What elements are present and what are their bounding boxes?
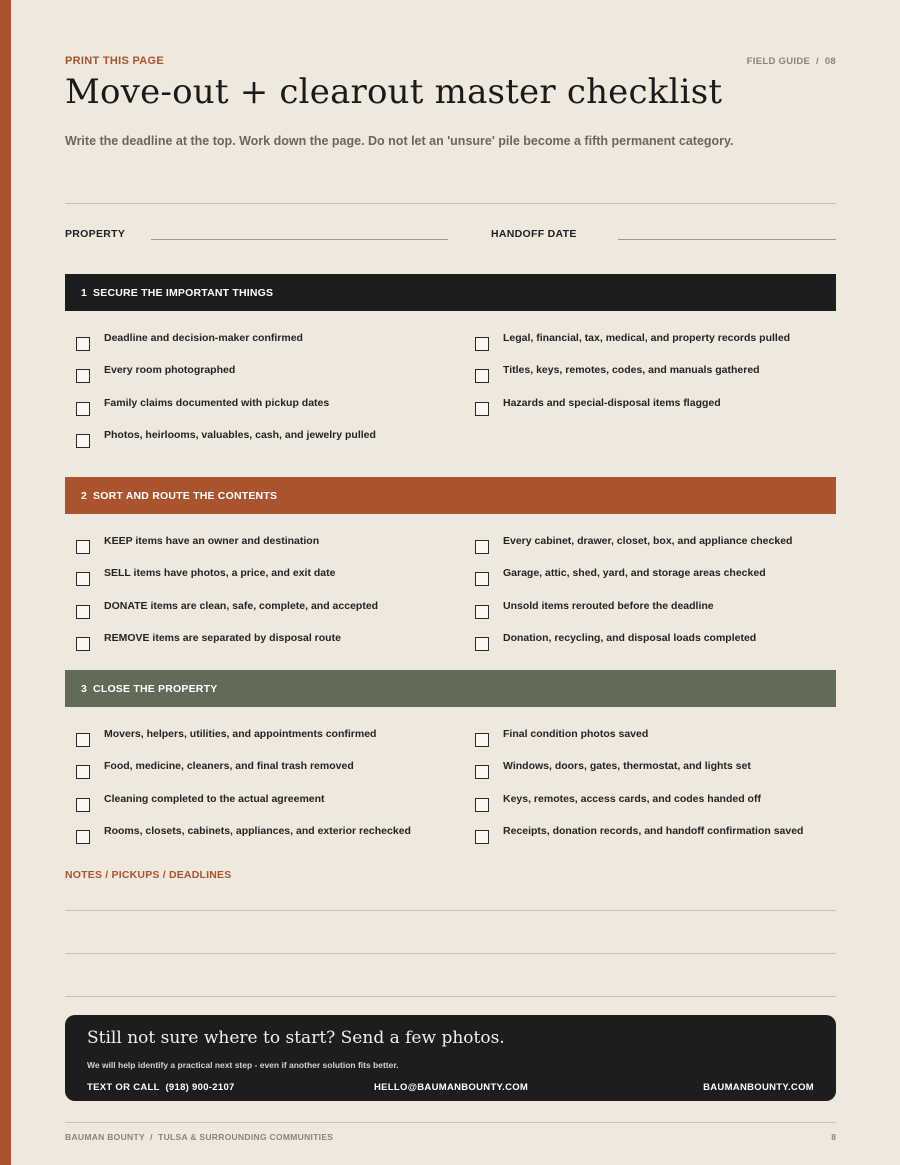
checklist-item-label: DONATE items are clean, safe, complete, and accepted bbox=[104, 600, 379, 612]
section-title: SECURE THE IMPORTANT THINGS bbox=[93, 286, 274, 299]
checkbox[interactable] bbox=[475, 337, 489, 351]
field-guide-meta: FIELD GUIDE / 08 bbox=[746, 56, 836, 67]
checklist-item-label: Rooms, closets, cabinets, appliances, and exterior rechecked bbox=[104, 825, 411, 837]
cta-banner bbox=[65, 1015, 836, 1101]
checklist-item-label: Food, medicine, cleaners, and final trash removed bbox=[104, 760, 354, 772]
checklist-item-label: Garage, attic, shed, yard, and storage areas checked bbox=[503, 567, 766, 579]
checkbox[interactable] bbox=[475, 402, 489, 416]
property-field[interactable] bbox=[151, 239, 448, 240]
checkbox[interactable] bbox=[76, 402, 90, 416]
page-subtitle: Write the deadline at the top. Work down the page. Do not let an 'unsure' pile become a fifth permanent category. bbox=[65, 134, 734, 148]
checklist-items bbox=[65, 311, 836, 441]
checkbox[interactable] bbox=[76, 605, 90, 619]
checklist-item-label: Every room photographed bbox=[104, 364, 236, 376]
checklist-item-label: Every cabinet, drawer, closet, box, and appliance checked bbox=[503, 535, 793, 547]
notes-label: NOTES / PICKUPS / DEADLINES bbox=[65, 869, 232, 881]
checkbox[interactable] bbox=[475, 765, 489, 779]
page-number: 8 bbox=[831, 1132, 836, 1142]
checkbox[interactable] bbox=[475, 369, 489, 383]
checklist-item[interactable] bbox=[65, 825, 445, 845]
checklist-item[interactable] bbox=[464, 825, 844, 845]
checklist-item[interactable] bbox=[65, 728, 445, 748]
checkbox[interactable] bbox=[76, 434, 90, 448]
checklist-item[interactable] bbox=[464, 728, 844, 748]
checklist-item-label: Keys, remotes, access cards, and codes handed off bbox=[503, 793, 761, 805]
checklist-item-label: Hazards and special-disposal items flagged bbox=[503, 397, 721, 409]
checklist-item[interactable] bbox=[65, 567, 445, 587]
section-header bbox=[65, 274, 836, 311]
notes-line[interactable] bbox=[65, 953, 836, 954]
footer-brand: BAUMAN BOUNTY / TULSA & SURROUNDING COMMUNITIES bbox=[65, 1132, 334, 1142]
checkbox[interactable] bbox=[76, 798, 90, 812]
checkbox[interactable] bbox=[475, 830, 489, 844]
checklist-item-label: Titles, keys, remotes, codes, and manuals gathered bbox=[503, 364, 760, 376]
checkbox[interactable] bbox=[76, 733, 90, 747]
checklist-item-label: Movers, helpers, utilities, and appointments confirmed bbox=[104, 728, 377, 740]
checklist-item[interactable] bbox=[464, 600, 844, 620]
handoff-date-label: HANDOFF DATE bbox=[491, 228, 577, 240]
print-kicker: PRINT THIS PAGE bbox=[65, 55, 165, 67]
checkbox[interactable] bbox=[475, 572, 489, 586]
checklist-item[interactable] bbox=[65, 632, 445, 652]
checkbox[interactable] bbox=[76, 337, 90, 351]
cta-email[interactable]: HELLO@BAUMANBOUNTY.COM bbox=[374, 1082, 529, 1093]
cta-phone[interactable]: TEXT OR CALL (918) 900-2107 bbox=[87, 1082, 235, 1093]
checklist-item[interactable] bbox=[65, 364, 445, 384]
notes-line[interactable] bbox=[65, 910, 836, 911]
checklist-page bbox=[65, 0, 836, 1165]
checklist-item-label: REMOVE items are separated by disposal route bbox=[104, 632, 341, 644]
checklist-item[interactable] bbox=[65, 793, 445, 813]
section-header bbox=[65, 670, 836, 707]
checklist-item[interactable] bbox=[464, 760, 844, 780]
checklist-item[interactable] bbox=[464, 535, 844, 555]
checklist-item-label: Legal, financial, tax, medical, and property records pulled bbox=[503, 332, 791, 344]
checklist-item-label: Receipts, donation records, and handoff confirmation saved bbox=[503, 825, 804, 837]
checklist-item-label: Unsold items rerouted before the deadline bbox=[503, 600, 714, 612]
footer-divider bbox=[65, 1122, 836, 1123]
checklist-item-label: Windows, doors, gates, thermostat, and lights set bbox=[503, 760, 751, 772]
checkbox[interactable] bbox=[475, 798, 489, 812]
checkbox[interactable] bbox=[475, 605, 489, 619]
checklist-item[interactable] bbox=[65, 760, 445, 780]
checklist-items bbox=[65, 514, 836, 644]
page-title: Move-out + clearout master checklist bbox=[65, 72, 723, 112]
checklist-item[interactable] bbox=[464, 793, 844, 813]
checklist-item[interactable] bbox=[65, 535, 445, 555]
cta-subtitle: We will help identify a practical next step - even if another solution fits better. bbox=[87, 1060, 399, 1070]
property-label: PROPERTY bbox=[65, 228, 126, 240]
checklist-item-label: Deadline and decision-maker confirmed bbox=[104, 332, 303, 344]
section-secure bbox=[65, 274, 836, 441]
checklist-item-label: Photos, heirlooms, valuables, cash, and jewelry pulled bbox=[104, 429, 376, 441]
checklist-item[interactable] bbox=[65, 332, 445, 352]
checkbox[interactable] bbox=[475, 733, 489, 747]
checklist-item[interactable] bbox=[464, 632, 844, 652]
section-title: SORT AND ROUTE THE CONTENTS bbox=[93, 489, 278, 502]
section-header bbox=[65, 477, 836, 514]
header-divider bbox=[65, 203, 836, 204]
left-accent-bar bbox=[0, 0, 11, 1165]
checklist-item[interactable] bbox=[65, 397, 445, 417]
checklist-item-label: SELL items have photos, a price, and exit date bbox=[104, 567, 336, 579]
checklist-item-label: Final condition photos saved bbox=[503, 728, 649, 740]
checkbox[interactable] bbox=[76, 765, 90, 779]
checklist-item[interactable] bbox=[65, 429, 445, 449]
checklist-item-label: Cleaning completed to the actual agreement bbox=[104, 793, 325, 805]
checklist-items bbox=[65, 707, 836, 837]
section-close bbox=[65, 670, 836, 837]
cta-website[interactable]: BAUMANBOUNTY.COM bbox=[703, 1082, 814, 1093]
checkbox[interactable] bbox=[76, 830, 90, 844]
checklist-item[interactable] bbox=[65, 600, 445, 620]
checkbox[interactable] bbox=[475, 540, 489, 554]
checklist-item[interactable] bbox=[464, 567, 844, 587]
section-number: 2 bbox=[81, 489, 88, 502]
checkbox[interactable] bbox=[76, 637, 90, 651]
checklist-item-label: Family claims documented with pickup dates bbox=[104, 397, 330, 409]
checkbox[interactable] bbox=[475, 637, 489, 651]
checkbox[interactable] bbox=[76, 540, 90, 554]
checklist-item[interactable] bbox=[464, 397, 844, 417]
notes-line[interactable] bbox=[65, 996, 836, 997]
section-number: 3 bbox=[81, 682, 88, 695]
checkbox[interactable] bbox=[76, 572, 90, 586]
section-number: 1 bbox=[81, 286, 88, 299]
checklist-item[interactable] bbox=[464, 332, 844, 352]
checklist-item[interactable] bbox=[464, 364, 844, 384]
handoff-date-field[interactable] bbox=[618, 239, 836, 240]
section-sort bbox=[65, 477, 836, 644]
checkbox[interactable] bbox=[76, 369, 90, 383]
cta-title: Still not sure where to start? Send a few photos. bbox=[87, 1028, 505, 1048]
checklist-item-label: KEEP items have an owner and destination bbox=[104, 535, 320, 547]
checklist-item-label: Donation, recycling, and disposal loads completed bbox=[503, 632, 757, 644]
section-title: CLOSE THE PROPERTY bbox=[93, 682, 218, 695]
